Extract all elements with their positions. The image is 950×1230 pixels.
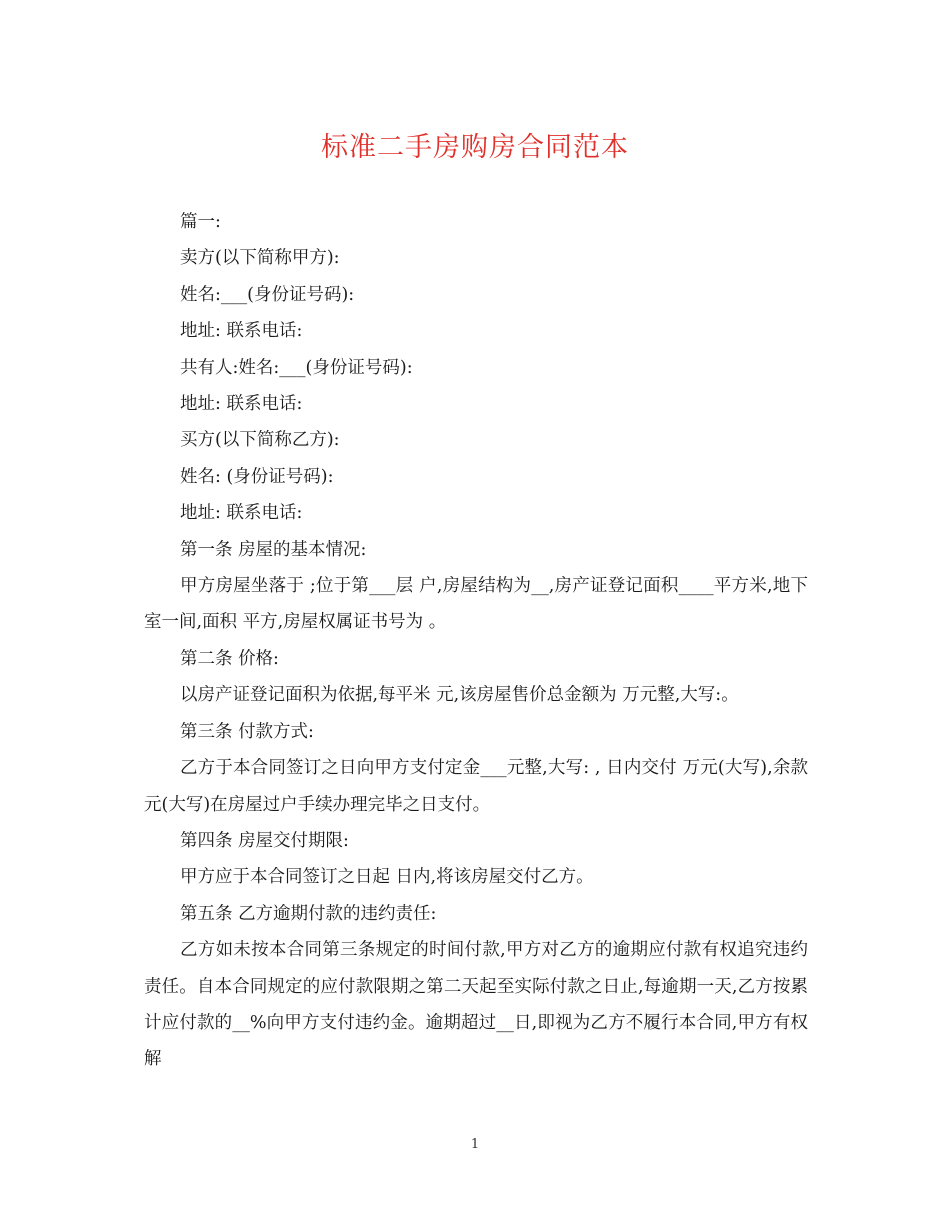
article-4-body: 甲方应于本合同签订之日起 日内,将该房屋交付乙方。 [180,867,594,888]
seller-label: 卖方(以下简称甲方): [180,248,340,269]
article-5-body: 乙方如未按本合同第三条规定的时间付款,甲方对乙方的逾期应付款有权追究违约责任。自本合同规定的应付款限期之第二天起至实际付款之日止,每逾期一天,乙方按累计应付款的__%向甲方支付违约金。逾期超过__日,即视为乙方不履行本合同,甲方有权解 [144,940,808,1070]
section-heading: 篇一: [180,212,221,232]
article-2-body: 以房产证登记面积为依据,每平米 元,该房屋售价总金额为 万元整,大写:。 [180,685,739,706]
article-1-heading: 第一条 房屋的基本情况: [180,539,367,560]
article-2-heading: 第二条 价格: [180,648,279,669]
seller-name-line: 姓名:___(身份证号码): [180,284,355,305]
buyer-address-line: 地址: 联系电话: [180,503,303,524]
buyer-name-line: 姓名: (身份证号码): [180,466,334,487]
article-3-heading: 第三条 付款方式: [180,721,314,742]
co-owner-address-line: 地址: 联系电话: [180,394,303,415]
article-1-body: 甲方房屋坐落于 ;位于第___层 户,房屋结构为__,房产证登记面积____平方米,地下室一间,面积 平方,房屋权属证书号为 。 [144,576,808,633]
article-4-heading: 第四条 房屋交付期限: [180,830,349,851]
document-body [144,204,808,1078]
article-5-heading: 第五条 乙方逾期付款的违约责任: [180,903,437,924]
document-title: 标准二手房购房合同范本 [321,132,629,163]
page-number: 1 [470,1137,480,1152]
seller-address-line: 地址: 联系电话: [180,321,303,342]
buyer-label: 买方(以下简称乙方): [180,430,340,451]
article-3-body: 乙方于本合同签订之日向甲方支付定金___元整,大写: , 日内交付 万元(大写),余款 元(大写)在房屋过户手续办理完毕之日支付。 [144,758,808,815]
co-owner-name-line: 共有人:姓名:___(身份证号码): [180,357,413,378]
